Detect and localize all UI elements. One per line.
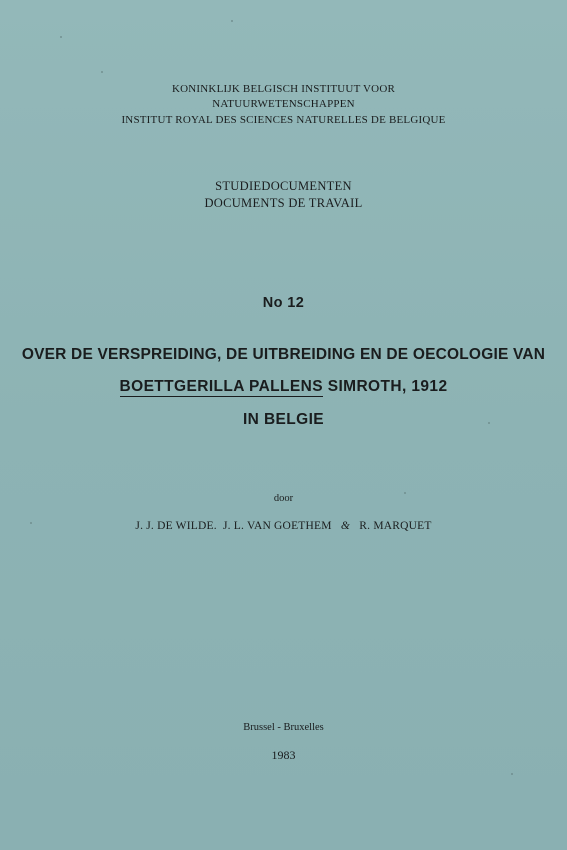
issue-number: No 12 [262, 295, 305, 311]
species-authority: SIMROTH, 1912 [327, 378, 448, 395]
title-line-3: IN BELGIE [242, 411, 325, 428]
title-line-1: OVER DE VERSPREIDING, DE UITBREIDING EN DE OECOLOGIE VAN [21, 346, 546, 363]
title-line-2 [0, 378, 567, 396]
author-1: J. J. DE WILDE. [135, 520, 217, 532]
series-title-nl: STUDIEDOCUMENTEN [215, 179, 352, 193]
paper-speck [101, 71, 103, 73]
institute-line-1: KONINKLIJK BELGISCH INSTITUUT VOOR [171, 83, 396, 95]
paper-speck [511, 773, 513, 775]
by-label: door [273, 493, 294, 504]
author-2: J. L. VAN GOETHEM [222, 520, 332, 532]
paper-speck [231, 20, 233, 22]
paper-speck [60, 36, 62, 38]
author-ampersand: & [340, 520, 351, 532]
authors [0, 520, 567, 532]
publication-place: Brussel - Bruxelles [243, 722, 324, 733]
institute-line-2: NATUURWETENSCHAPPEN [212, 98, 355, 110]
series-title-fr: DOCUMENTS DE TRAVAIL [204, 196, 363, 210]
paper-speck [30, 522, 32, 524]
author-3: R. MARQUET [359, 520, 432, 532]
paper-speck [404, 492, 406, 494]
paper-speck [488, 422, 490, 424]
institute-line-3: INSTITUT ROYAL DES SCIENCES NATURELLES DE BELGIQUE [121, 114, 446, 126]
species-name: BOETTGERILLA PALLENS [119, 378, 323, 395]
publication-year: 1983 [271, 748, 296, 762]
